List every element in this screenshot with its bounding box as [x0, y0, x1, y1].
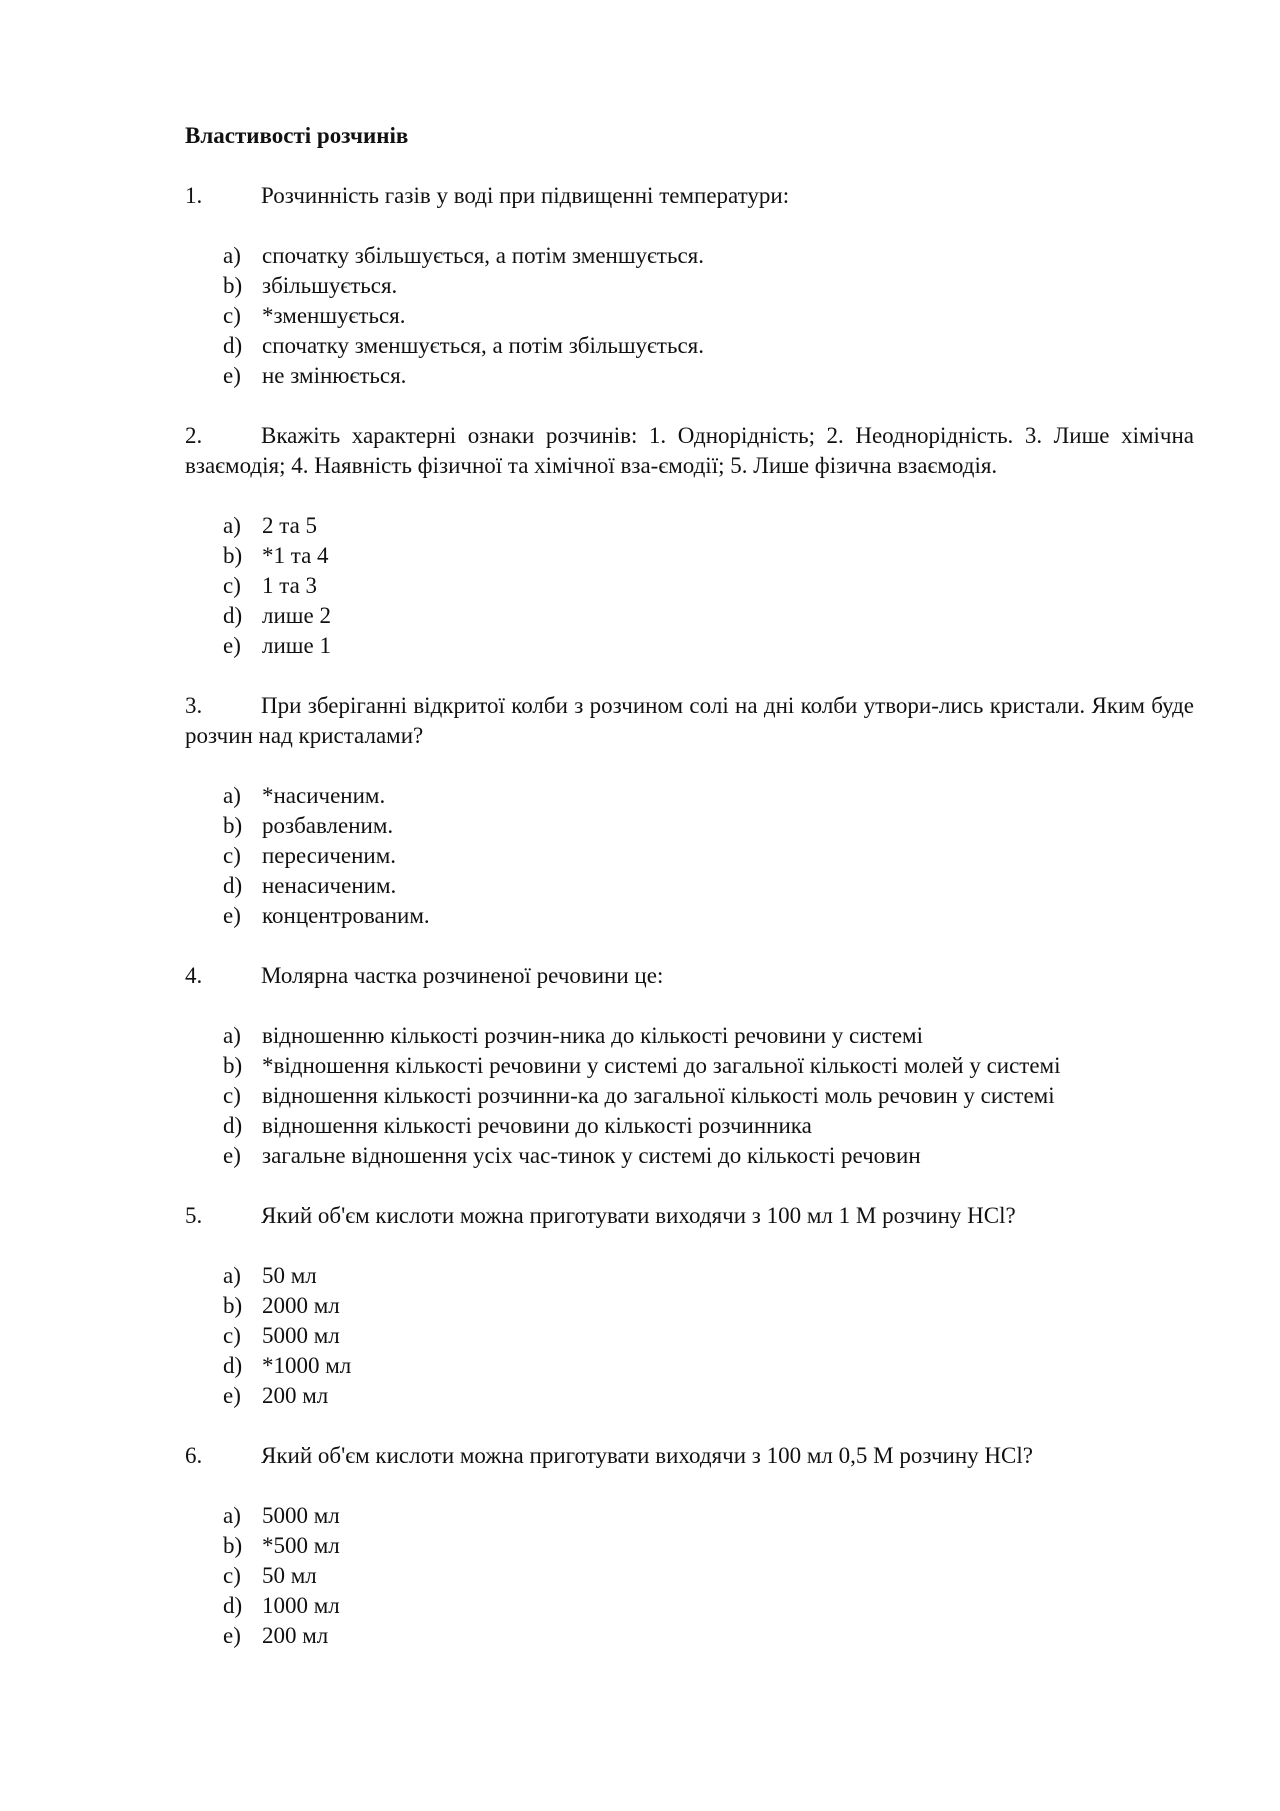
question — [185, 1441, 1194, 1651]
answer-option — [223, 1291, 1194, 1321]
answer-text: *1000 мл — [262, 1353, 352, 1378]
answer-letter: b) — [223, 543, 243, 568]
answer-text: 2000 мл — [262, 1293, 340, 1318]
answer-text: 200 мл — [262, 1623, 329, 1648]
answer-letter: d) — [223, 333, 243, 358]
answer-text: *1 та 4 — [262, 543, 329, 568]
answer-text: лише 2 — [262, 603, 331, 628]
question-body: Який об'єм кислоти можна приготувати виходячи з 100 мл 1 М розчину HCl? — [261, 1203, 1016, 1228]
answer-letter: d) — [223, 1593, 243, 1618]
answer-option — [223, 1081, 1194, 1111]
question — [185, 961, 1194, 1171]
answer-letter: d) — [223, 1353, 243, 1378]
answer-letter: a) — [223, 1263, 241, 1288]
answer-option — [223, 871, 1194, 901]
answer-text: 50 мл — [262, 1563, 317, 1588]
answer-option — [223, 1261, 1194, 1291]
question — [185, 421, 1194, 661]
answer-letter: d) — [223, 873, 243, 898]
answer-option — [223, 841, 1194, 871]
answer-letter: b) — [223, 1533, 243, 1558]
answer-text: 2 та 5 — [262, 513, 318, 538]
answer-letter: e) — [223, 633, 241, 658]
answer-text: спочатку зменшується, а потім збільшується. — [262, 333, 705, 358]
answer-letter: e) — [223, 1143, 241, 1168]
question — [185, 691, 1194, 931]
question-body: Вкажіть характерні ознаки розчинів: 1. Однорідність; 2. Неоднорідність. 3. Лише хімічна взаємодія; 4. Наявність фізичної та хімічної вза-ємодії; 5. Лише фізична взаємодія. — [185, 423, 1194, 478]
answer-letter: a) — [223, 243, 241, 268]
answer-text: *500 мл — [262, 1533, 340, 1558]
answer-text: загальне відношення усіх час-тинок у системі до кількості речовин — [262, 1143, 921, 1168]
question-number: 2. — [185, 423, 203, 448]
answer-text: 1000 мл — [262, 1593, 340, 1618]
answer-letter: b) — [223, 273, 243, 298]
question-text — [185, 181, 1194, 211]
question-number: 3. — [185, 693, 203, 718]
answer-text: лише 1 — [262, 633, 331, 658]
answer-letter: e) — [223, 1623, 241, 1648]
answer-option — [223, 781, 1194, 811]
document-title: Властивості розчинів — [185, 123, 409, 148]
answer-text: *відношення кількості речовини у системі до загальної кількості молей у системі — [262, 1053, 1061, 1078]
answer-list — [185, 1021, 1194, 1171]
answer-option — [223, 1591, 1194, 1621]
answer-text: ненасиченим. — [262, 873, 397, 898]
answer-option — [223, 1501, 1194, 1531]
answer-text: відношення кількості речовини до кількості розчинника — [262, 1113, 812, 1138]
answer-text: відношенню кількості розчин-ника до кількості речовини у системі — [262, 1023, 923, 1048]
answer-text: 200 мл — [262, 1383, 329, 1408]
question-body: Який об'єм кислоти можна приготувати виходячи з 100 мл 0,5 М розчину HCl? — [261, 1443, 1033, 1468]
question-text — [185, 691, 1194, 751]
answer-option — [223, 1021, 1194, 1051]
answer-text: 5000 мл — [262, 1503, 340, 1528]
answer-letter: c) — [223, 303, 241, 328]
answer-text: розбавленим. — [262, 813, 394, 838]
question-number: 6. — [185, 1443, 203, 1468]
answer-option — [223, 1321, 1194, 1351]
answer-list — [185, 511, 1194, 661]
answer-text: 50 мл — [262, 1263, 317, 1288]
answer-option — [223, 541, 1194, 571]
question-body: При зберіганні відкритої колби з розчином солі на дні колби утвори-лись кристали. Яким буде розчин над кристалами? — [185, 693, 1194, 748]
answer-letter: b) — [223, 813, 243, 838]
answer-text: концентрованим. — [262, 903, 430, 928]
answer-letter: e) — [223, 363, 241, 388]
question-number: 5. — [185, 1203, 203, 1228]
answer-letter: a) — [223, 513, 241, 538]
answer-option — [223, 1141, 1194, 1171]
answer-text: не змінюється. — [262, 363, 407, 388]
question-text — [185, 1441, 1194, 1471]
answer-text: відношення кількості розчинни-ка до загальної кількості моль речовин у системі — [262, 1083, 1055, 1108]
answer-option — [223, 1561, 1194, 1591]
question-text — [185, 1201, 1194, 1231]
question-body: Розчинність газів у воді при підвищенні температури: — [261, 183, 790, 208]
answer-letter: a) — [223, 1023, 241, 1048]
answer-option — [223, 1621, 1194, 1651]
answer-text: спочатку збільшується, а потім зменшується. — [262, 243, 705, 268]
question-number: 4. — [185, 963, 203, 988]
answer-option — [223, 511, 1194, 541]
answer-letter: c) — [223, 1323, 241, 1348]
answer-letter: c) — [223, 573, 241, 598]
answer-list — [185, 1501, 1194, 1651]
answer-letter: e) — [223, 1383, 241, 1408]
question — [185, 1201, 1194, 1411]
answer-option — [223, 301, 1194, 331]
answer-option — [223, 271, 1194, 301]
answer-option — [223, 331, 1194, 361]
answer-option — [223, 1531, 1194, 1561]
answer-text: 1 та 3 — [262, 573, 318, 598]
answer-list — [185, 1261, 1194, 1411]
answer-letter: e) — [223, 903, 241, 928]
question — [185, 181, 1194, 391]
answer-letter: c) — [223, 1083, 241, 1108]
answer-option — [223, 361, 1194, 391]
question-number: 1. — [185, 183, 203, 208]
question-text — [185, 961, 1194, 991]
answer-list — [185, 241, 1194, 391]
answer-list — [185, 781, 1194, 931]
answer-text: *зменшується. — [262, 303, 406, 328]
answer-text: збільшується. — [262, 273, 398, 298]
answer-letter: b) — [223, 1293, 243, 1318]
answer-option — [223, 1051, 1194, 1081]
answer-option — [223, 1111, 1194, 1141]
answer-option — [223, 1381, 1194, 1411]
answer-option — [223, 601, 1194, 631]
answer-text: пересиченим. — [262, 843, 397, 868]
answer-option — [223, 571, 1194, 601]
answer-option — [223, 811, 1194, 841]
answer-text: *насиченим. — [262, 783, 386, 808]
answer-option — [223, 1351, 1194, 1381]
answer-letter: d) — [223, 603, 243, 628]
answer-letter: a) — [223, 783, 241, 808]
answer-letter: b) — [223, 1053, 243, 1078]
answer-option — [223, 241, 1194, 271]
answer-option — [223, 901, 1194, 931]
answer-letter: c) — [223, 1563, 241, 1588]
answer-text: 5000 мл — [262, 1323, 340, 1348]
answer-option — [223, 631, 1194, 661]
answer-letter: a) — [223, 1503, 241, 1528]
questions-list — [185, 181, 1194, 1651]
answer-letter: d) — [223, 1113, 243, 1138]
question-text — [185, 421, 1194, 481]
question-body: Молярна частка розчиненої речовини це: — [261, 963, 664, 988]
answer-letter: c) — [223, 843, 241, 868]
